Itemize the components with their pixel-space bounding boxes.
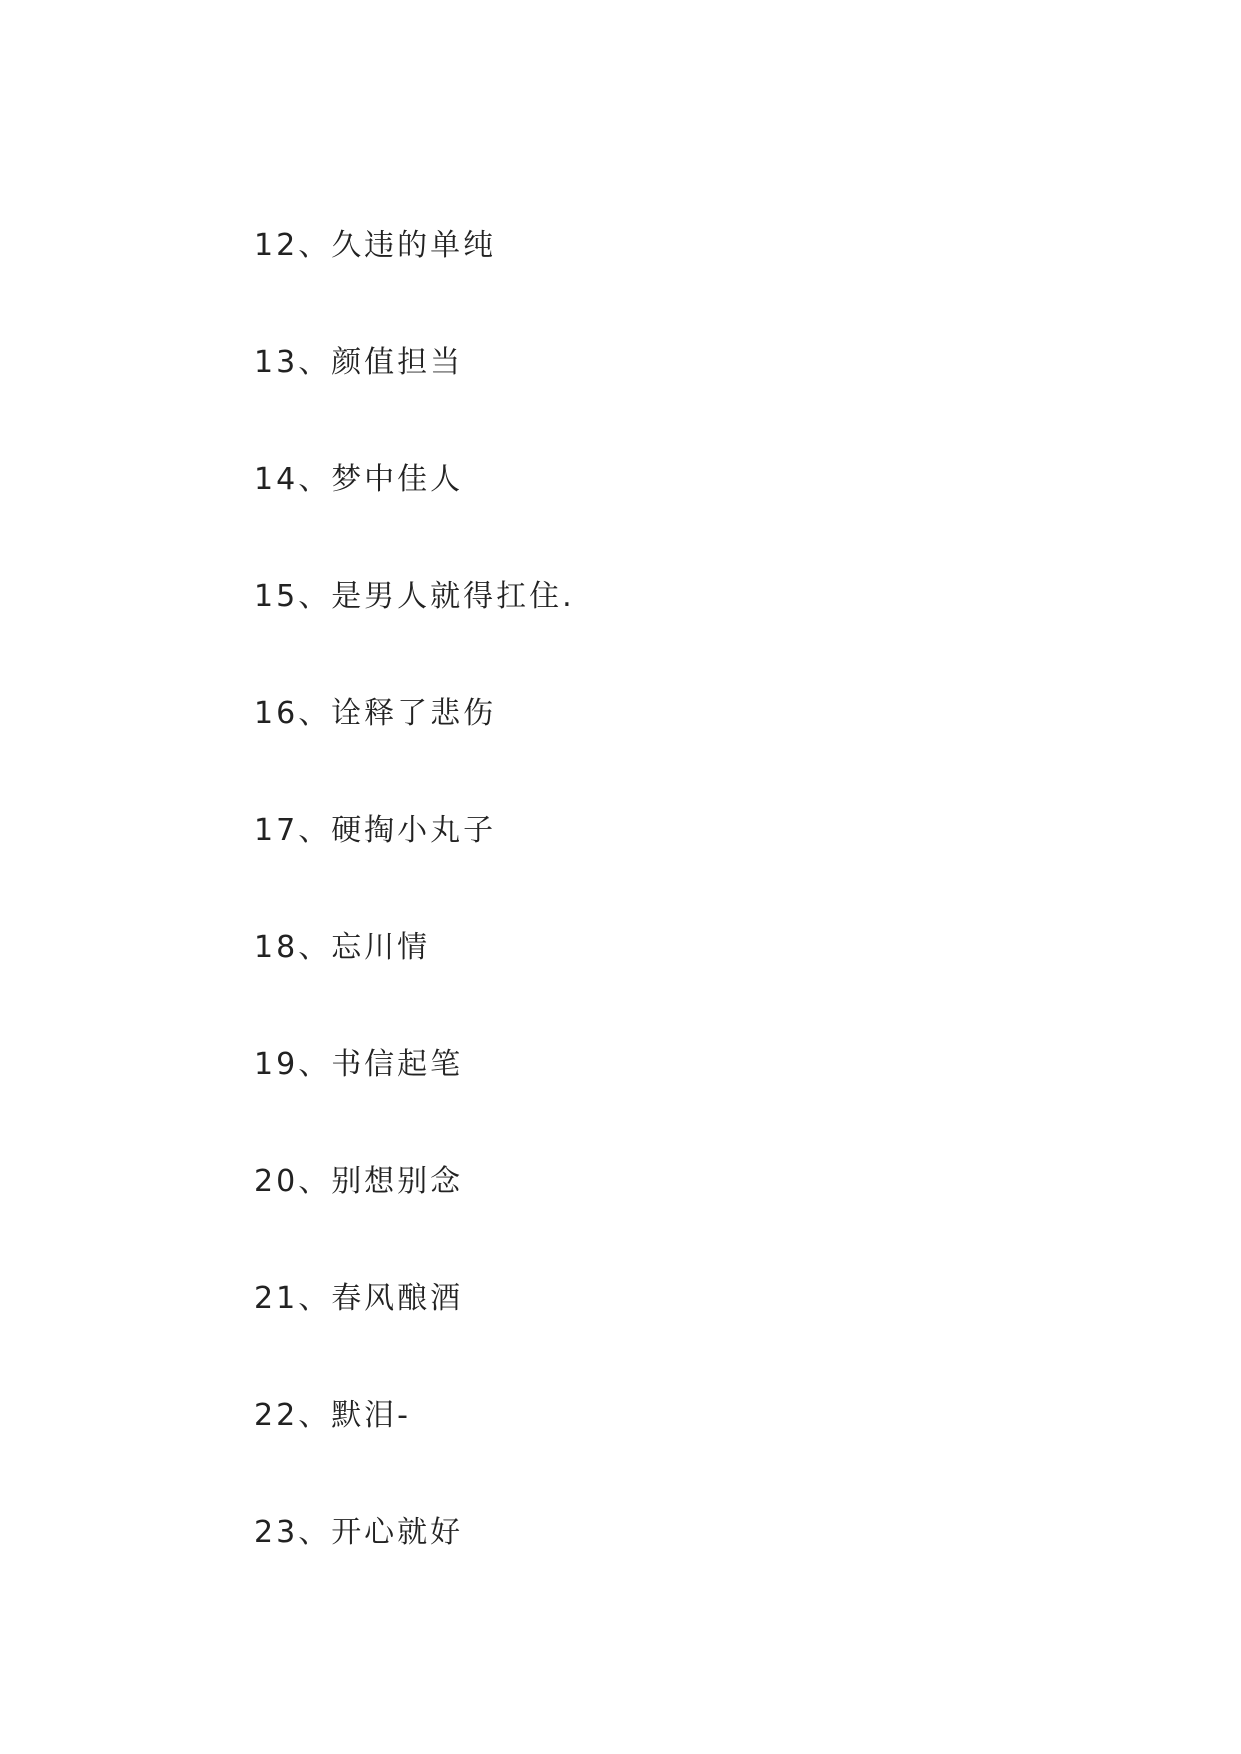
list-item: [254, 222, 575, 339]
item-number: 20: [254, 1164, 299, 1199]
item-text: 忘川情: [331, 930, 431, 965]
item-number: 14: [254, 462, 299, 497]
item-number: 12: [254, 228, 299, 263]
item-separator: 、: [298, 462, 332, 497]
item-separator: 、: [298, 696, 332, 731]
item-text: 别想别念: [331, 1164, 464, 1199]
item-text: 是男人就得扛住.: [331, 579, 575, 614]
list-item: [254, 807, 575, 924]
item-separator: 、: [298, 1047, 332, 1082]
item-separator: 、: [298, 1281, 332, 1316]
list-item: [254, 1509, 575, 1626]
item-text: 梦中佳人: [331, 462, 464, 497]
item-number: 17: [254, 813, 299, 848]
item-number: 18: [254, 930, 299, 965]
item-number: 13: [254, 345, 299, 380]
item-text: 春风酿酒: [331, 1281, 464, 1316]
item-number: 22: [254, 1398, 299, 1433]
list-item: [254, 456, 575, 573]
list-item: [254, 1041, 575, 1158]
item-text: 书信起笔: [331, 1047, 464, 1082]
numbered-list: [254, 222, 575, 1626]
item-text: 久违的单纯: [331, 228, 497, 263]
item-text: 开心就好: [331, 1515, 464, 1550]
item-text: 颜值担当: [331, 345, 464, 380]
item-separator: 、: [298, 228, 332, 263]
item-number: 16: [254, 696, 299, 731]
list-item: [254, 339, 575, 456]
list-item: [254, 924, 575, 1041]
list-item: [254, 1158, 575, 1275]
item-number: 15: [254, 579, 299, 614]
item-separator: 、: [298, 579, 332, 614]
item-separator: 、: [298, 1398, 332, 1433]
item-separator: 、: [298, 930, 332, 965]
list-item: [254, 573, 575, 690]
item-text: 默泪-: [331, 1398, 412, 1433]
item-separator: 、: [298, 813, 332, 848]
item-text: 硬掏小丸子: [331, 813, 497, 848]
item-separator: 、: [298, 1164, 332, 1199]
list-item: [254, 1275, 575, 1392]
item-number: 23: [254, 1515, 299, 1550]
item-separator: 、: [298, 1515, 332, 1550]
item-number: 21: [254, 1281, 299, 1316]
item-separator: 、: [298, 345, 332, 380]
list-item: [254, 690, 575, 807]
item-number: 19: [254, 1047, 299, 1082]
item-text: 诠释了悲伤: [331, 696, 497, 731]
list-item: [254, 1392, 575, 1509]
